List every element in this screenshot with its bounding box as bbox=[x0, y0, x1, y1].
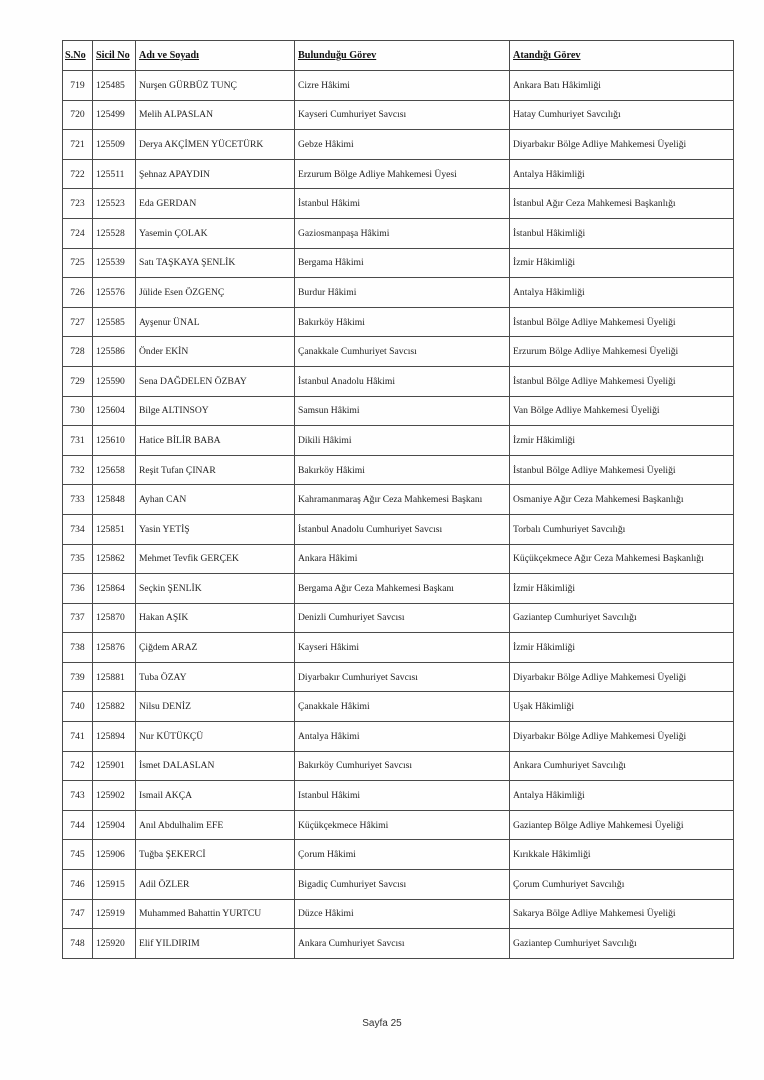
cell-assigned-position: Uşak Hâkimliği bbox=[510, 692, 734, 722]
cell-sno: 748 bbox=[63, 929, 93, 959]
header-name: Adı ve Soyadı bbox=[136, 41, 295, 71]
cell-sno: 723 bbox=[63, 189, 93, 219]
table-row bbox=[63, 248, 734, 278]
table-row bbox=[63, 514, 734, 544]
table-row bbox=[63, 189, 734, 219]
cell-name: Ismail AKÇA bbox=[136, 781, 295, 811]
cell-current-position: İstanbul Anadolu Hâkimi bbox=[295, 366, 510, 396]
cell-name: Nurşen GÜRBÜZ TUNÇ bbox=[136, 71, 295, 101]
cell-sicil-no: 125901 bbox=[93, 751, 136, 781]
cell-name: Melih ALPASLAN bbox=[136, 100, 295, 130]
cell-sicil-no: 125882 bbox=[93, 692, 136, 722]
table-row bbox=[63, 722, 734, 752]
cell-sicil-no: 125586 bbox=[93, 337, 136, 367]
cell-current-position: Çanakkale Cumhuriyet Savcısı bbox=[295, 337, 510, 367]
cell-assigned-position: Antalya Hâkimliği bbox=[510, 781, 734, 811]
cell-assigned-position: Hatay Cumhuriyet Savcılığı bbox=[510, 100, 734, 130]
cell-assigned-position: Ankara Batı Hâkimliği bbox=[510, 71, 734, 101]
cell-sno: 729 bbox=[63, 366, 93, 396]
cell-sicil-no: 125870 bbox=[93, 603, 136, 633]
cell-assigned-position: Diyarbakır Bölge Adliye Mahkemesi Üyeliği bbox=[510, 722, 734, 752]
cell-name: Jülide Esen ÖZGENÇ bbox=[136, 278, 295, 308]
table-row bbox=[63, 455, 734, 485]
cell-assigned-position: Antalya Hâkimliği bbox=[510, 159, 734, 189]
cell-current-position: Cizre Hâkimi bbox=[295, 71, 510, 101]
cell-sno: 719 bbox=[63, 71, 93, 101]
cell-sno: 745 bbox=[63, 840, 93, 870]
cell-assigned-position: Gaziantep Cumhuriyet Savcılığı bbox=[510, 929, 734, 959]
cell-current-position: Istanbul Hâkimi bbox=[295, 781, 510, 811]
cell-current-position: Bergama Hâkimi bbox=[295, 248, 510, 278]
cell-sicil-no: 125848 bbox=[93, 485, 136, 515]
cell-sno: 732 bbox=[63, 455, 93, 485]
cell-assigned-position: Küçükçekmece Ağır Ceza Mahkemesi Başkanlığı bbox=[510, 544, 734, 574]
cell-current-position: Kahramanmaraş Ağır Ceza Mahkemesi Başkanı bbox=[295, 485, 510, 515]
table-row bbox=[63, 692, 734, 722]
cell-assigned-position: Antalya Hâkimliği bbox=[510, 278, 734, 308]
cell-current-position: Çanakkale Hâkimi bbox=[295, 692, 510, 722]
cell-sno: 725 bbox=[63, 248, 93, 278]
table-row bbox=[63, 396, 734, 426]
cell-name: Derya AKÇİMEN YÜCETÜRK bbox=[136, 130, 295, 160]
table-row bbox=[63, 426, 734, 456]
cell-sno: 728 bbox=[63, 337, 93, 367]
cell-assigned-position: Van Bölge Adliye Mahkemesi Üyeliği bbox=[510, 396, 734, 426]
cell-current-position: İstanbul Hâkimi bbox=[295, 189, 510, 219]
cell-sno: 739 bbox=[63, 662, 93, 692]
table-row bbox=[63, 307, 734, 337]
cell-name: Yasemin ÇOLAK bbox=[136, 218, 295, 248]
cell-name: Nur KÜTÜKÇÜ bbox=[136, 722, 295, 752]
cell-current-position: Çorum Hâkimi bbox=[295, 840, 510, 870]
header-current-position: Bulunduğu Görev bbox=[295, 41, 510, 71]
cell-current-position: Bergama Ağır Ceza Mahkemesi Başkanı bbox=[295, 574, 510, 604]
cell-current-position: Denizli Cumhuriyet Savcısı bbox=[295, 603, 510, 633]
cell-sno: 735 bbox=[63, 544, 93, 574]
cell-sno: 743 bbox=[63, 781, 93, 811]
cell-sno: 722 bbox=[63, 159, 93, 189]
cell-assigned-position: İstanbul Ağır Ceza Mahkemesi Başkanlığı bbox=[510, 189, 734, 219]
cell-sno: 721 bbox=[63, 130, 93, 160]
header-assigned-position: Atandığı Görev bbox=[510, 41, 734, 71]
table-row bbox=[63, 781, 734, 811]
table-row bbox=[63, 574, 734, 604]
cell-assigned-position: Gaziantep Cumhuriyet Savcılığı bbox=[510, 603, 734, 633]
table-row bbox=[63, 662, 734, 692]
cell-sicil-no: 125576 bbox=[93, 278, 136, 308]
table-row bbox=[63, 870, 734, 900]
appointments-table bbox=[62, 40, 734, 959]
cell-assigned-position: Erzurum Bölge Adliye Mahkemesi Üyeliği bbox=[510, 337, 734, 367]
cell-sicil-no: 125658 bbox=[93, 455, 136, 485]
cell-current-position: Gaziosmanpaşa Hâkimi bbox=[295, 218, 510, 248]
cell-current-position: Ankara Cumhuriyet Savcısı bbox=[295, 929, 510, 959]
cell-name: Eda GERDAN bbox=[136, 189, 295, 219]
cell-assigned-position: İzmir Hâkimliği bbox=[510, 426, 734, 456]
cell-sicil-no: 125539 bbox=[93, 248, 136, 278]
table-body bbox=[63, 71, 734, 959]
cell-name: Reşit Tufan ÇINAR bbox=[136, 455, 295, 485]
cell-current-position: Diyarbakır Cumhuriyet Savcısı bbox=[295, 662, 510, 692]
table-row bbox=[63, 71, 734, 101]
cell-sno: 747 bbox=[63, 899, 93, 929]
cell-sicil-no: 125894 bbox=[93, 722, 136, 752]
cell-name: Sena DAĞDELEN ÖZBAY bbox=[136, 366, 295, 396]
cell-name: Anıl Abdulhalim EFE bbox=[136, 810, 295, 840]
cell-current-position: Düzce Hâkimi bbox=[295, 899, 510, 929]
cell-assigned-position: Diyarbakır Bölge Adliye Mahkemesi Üyeliği bbox=[510, 662, 734, 692]
cell-current-position: Kayseri Cumhuriyet Savcısı bbox=[295, 100, 510, 130]
cell-sicil-no: 125862 bbox=[93, 544, 136, 574]
table-row bbox=[63, 544, 734, 574]
cell-name: Hatice BİLİR BABA bbox=[136, 426, 295, 456]
cell-name: İsmet DALASLAN bbox=[136, 751, 295, 781]
cell-current-position: Gebze Hâkimi bbox=[295, 130, 510, 160]
cell-assigned-position: İstanbul Bölge Adliye Mahkemesi Üyeliği bbox=[510, 455, 734, 485]
cell-sicil-no: 125881 bbox=[93, 662, 136, 692]
table-row bbox=[63, 485, 734, 515]
table-row bbox=[63, 337, 734, 367]
cell-assigned-position: Ankara Cumhuriyet Savcılığı bbox=[510, 751, 734, 781]
cell-assigned-position: Diyarbakır Bölge Adliye Mahkemesi Üyeliği bbox=[510, 130, 734, 160]
cell-sno: 727 bbox=[63, 307, 93, 337]
cell-name: Mehmet Tevfik GERÇEK bbox=[136, 544, 295, 574]
cell-sicil-no: 125528 bbox=[93, 218, 136, 248]
cell-sicil-no: 125902 bbox=[93, 781, 136, 811]
table-row bbox=[63, 218, 734, 248]
cell-sicil-no: 125509 bbox=[93, 130, 136, 160]
cell-current-position: Antalya Hâkimi bbox=[295, 722, 510, 752]
cell-sicil-no: 125610 bbox=[93, 426, 136, 456]
cell-sicil-no: 125485 bbox=[93, 71, 136, 101]
cell-sno: 731 bbox=[63, 426, 93, 456]
cell-sicil-no: 125585 bbox=[93, 307, 136, 337]
cell-current-position: Küçükçekmece Hâkimi bbox=[295, 810, 510, 840]
cell-current-position: Dikili Hâkimi bbox=[295, 426, 510, 456]
table-row bbox=[63, 840, 734, 870]
table-row bbox=[63, 899, 734, 929]
cell-name: Önder EKİN bbox=[136, 337, 295, 367]
table-row bbox=[63, 633, 734, 663]
table-header-row bbox=[63, 41, 734, 71]
cell-name: Tuba ÖZAY bbox=[136, 662, 295, 692]
cell-assigned-position: İzmir Hâkimliği bbox=[510, 633, 734, 663]
table-row bbox=[63, 100, 734, 130]
table-row bbox=[63, 130, 734, 160]
cell-sno: 733 bbox=[63, 485, 93, 515]
cell-name: Ayşenur ÜNAL bbox=[136, 307, 295, 337]
cell-name: Ayhan CAN bbox=[136, 485, 295, 515]
cell-assigned-position: Torbalı Cumhuriyet Savcılığı bbox=[510, 514, 734, 544]
cell-current-position: Kayseri Hâkimi bbox=[295, 633, 510, 663]
cell-name: Hakan AŞIK bbox=[136, 603, 295, 633]
cell-sno: 744 bbox=[63, 810, 93, 840]
cell-current-position: Bakırköy Hâkimi bbox=[295, 455, 510, 485]
cell-name: Satı TAŞKAYA ŞENLİK bbox=[136, 248, 295, 278]
table-row bbox=[63, 366, 734, 396]
cell-sicil-no: 125851 bbox=[93, 514, 136, 544]
header-sicil-no: Sicil No bbox=[93, 41, 136, 71]
cell-assigned-position: İstanbul Bölge Adliye Mahkemesi Üyeliği bbox=[510, 307, 734, 337]
cell-assigned-position: Çorum Cumhuriyet Savcılığı bbox=[510, 870, 734, 900]
cell-sicil-no: 125876 bbox=[93, 633, 136, 663]
cell-name: Nilsu DENİZ bbox=[136, 692, 295, 722]
cell-sicil-no: 125511 bbox=[93, 159, 136, 189]
cell-assigned-position: Kırıkkale Hâkimliği bbox=[510, 840, 734, 870]
cell-current-position: Erzurum Bölge Adliye Mahkemesi Üyesi bbox=[295, 159, 510, 189]
table-row bbox=[63, 810, 734, 840]
table-row bbox=[63, 929, 734, 959]
cell-sno: 746 bbox=[63, 870, 93, 900]
cell-sicil-no: 125499 bbox=[93, 100, 136, 130]
cell-sno: 738 bbox=[63, 633, 93, 663]
cell-name: Muhammed Bahattin YURTCU bbox=[136, 899, 295, 929]
table-row bbox=[63, 751, 734, 781]
cell-current-position: Bakırköy Cumhuriyet Savcısı bbox=[295, 751, 510, 781]
cell-name: Şehnaz APAYDIN bbox=[136, 159, 295, 189]
cell-sno: 740 bbox=[63, 692, 93, 722]
cell-sicil-no: 125590 bbox=[93, 366, 136, 396]
cell-sno: 720 bbox=[63, 100, 93, 130]
cell-assigned-position: Gaziantep Bölge Adliye Mahkemesi Üyeliği bbox=[510, 810, 734, 840]
cell-name: Yasin YETİŞ bbox=[136, 514, 295, 544]
cell-current-position: Samsun Hâkimi bbox=[295, 396, 510, 426]
cell-current-position: İstanbul Anadolu Cumhuriyet Savcısı bbox=[295, 514, 510, 544]
cell-sicil-no: 125915 bbox=[93, 870, 136, 900]
cell-sicil-no: 125906 bbox=[93, 840, 136, 870]
cell-assigned-position: İstanbul Hâkimliği bbox=[510, 218, 734, 248]
cell-assigned-position: İzmir Hâkimliği bbox=[510, 574, 734, 604]
cell-sicil-no: 125919 bbox=[93, 899, 136, 929]
cell-current-position: Bakırköy Hâkimi bbox=[295, 307, 510, 337]
cell-current-position: Burdur Hâkimi bbox=[295, 278, 510, 308]
cell-sno: 730 bbox=[63, 396, 93, 426]
cell-sno: 734 bbox=[63, 514, 93, 544]
cell-sno: 741 bbox=[63, 722, 93, 752]
cell-name: Elif YILDIRIM bbox=[136, 929, 295, 959]
cell-name: Çiğdem ARAZ bbox=[136, 633, 295, 663]
cell-name: Bilge ALTINSOY bbox=[136, 396, 295, 426]
table-row bbox=[63, 159, 734, 189]
cell-sicil-no: 125523 bbox=[93, 189, 136, 219]
cell-assigned-position: İzmir Hâkimliği bbox=[510, 248, 734, 278]
cell-current-position: Ankara Hâkimi bbox=[295, 544, 510, 574]
cell-assigned-position: Sakarya Bölge Adliye Mahkemesi Üyeliği bbox=[510, 899, 734, 929]
cell-sno: 724 bbox=[63, 218, 93, 248]
cell-current-position: Bigadiç Cumhuriyet Savcısı bbox=[295, 870, 510, 900]
cell-sno: 736 bbox=[63, 574, 93, 604]
table-row bbox=[63, 278, 734, 308]
cell-sicil-no: 125864 bbox=[93, 574, 136, 604]
cell-sno: 742 bbox=[63, 751, 93, 781]
cell-sno: 737 bbox=[63, 603, 93, 633]
cell-sno: 726 bbox=[63, 278, 93, 308]
cell-assigned-position: İstanbul Bölge Adliye Mahkemesi Üyeliği bbox=[510, 366, 734, 396]
header-sno: S.No bbox=[63, 41, 93, 71]
cell-sicil-no: 125920 bbox=[93, 929, 136, 959]
table-row bbox=[63, 603, 734, 633]
cell-name: Adil ÖZLER bbox=[136, 870, 295, 900]
cell-name: Tuğba ŞEKERCİ bbox=[136, 840, 295, 870]
page-number: Sayfa 25 bbox=[362, 1018, 402, 1029]
cell-sicil-no: 125604 bbox=[93, 396, 136, 426]
cell-assigned-position: Osmaniye Ağır Ceza Mahkemesi Başkanlığı bbox=[510, 485, 734, 515]
cell-name: Seçkin ŞENLİK bbox=[136, 574, 295, 604]
cell-sicil-no: 125904 bbox=[93, 810, 136, 840]
